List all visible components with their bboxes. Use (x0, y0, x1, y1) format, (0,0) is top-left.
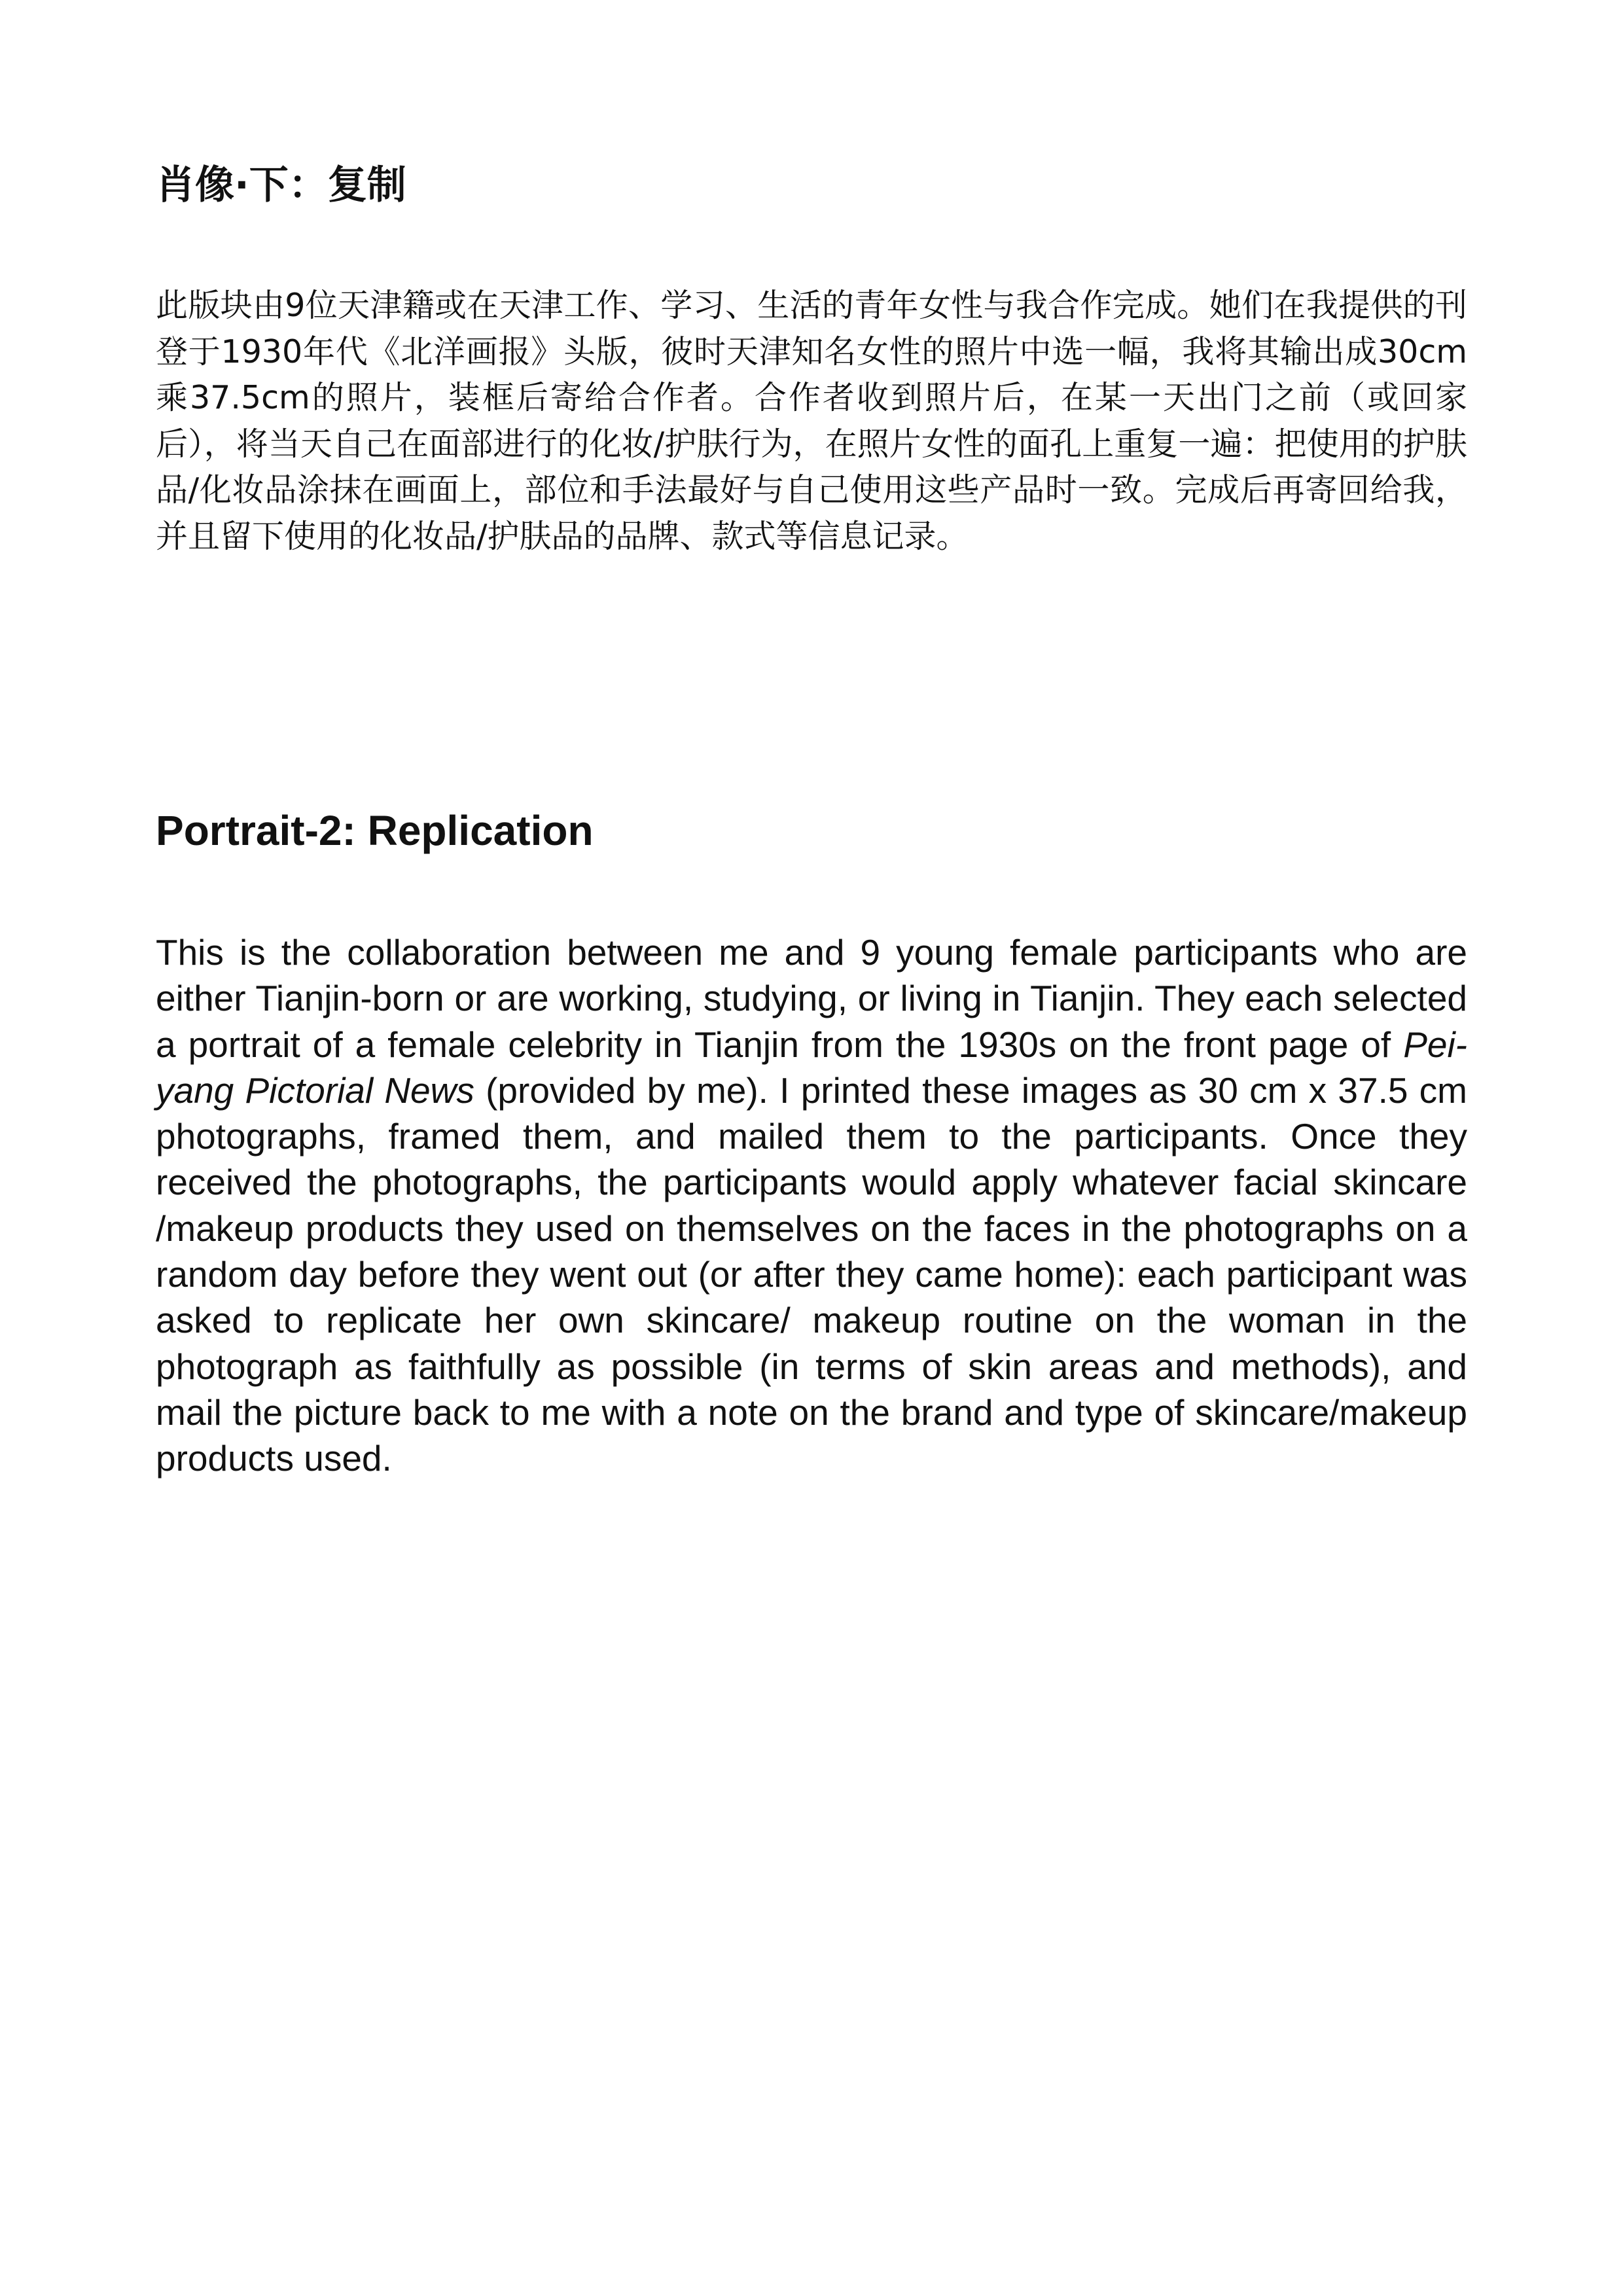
english-paragraph-text-part2: (provided by me). I printed these images as 30 cm x 37.5 cm photographs, framed them, and mailed them to the participants. Once they received the photographs, the participants would apply whatever facial skincare /makeup products they used on themselves on the faces in the photographs on a random day before they went out (or after they came home): each participant was asked to replicate her own skincare/ makeup routine on the woman in the photograph as faithfully as possible (in terms of skin areas and methods), and mail the picture back to me with a note on the brand and type of skincare/makeup products used. (156, 1069, 1467, 1479)
chinese-section-paragraph: 此版块由9位天津籍或在天津工作、学习、生活的青年女性与我合作完成。她们在我提供的刊登于1930年代《北洋画报》头版，彼时天津知名女性的照片中选一幅，我将其输出成30cm乘37.5cm的照片，装框后寄给合作者。合作者收到照片后，在某一天出门之前（或回家后），将当天自己在面部进行的化妆/护肤行为，在照片女性的面孔上重复一遍：把使用的护肤品/化妆品涂抹在画面上，部位和手法最好与自己使用这些产品时一致。完成后再寄回给我，并且留下使用的化妆品/护肤品的品牌、款式等信息记录。 (156, 287, 1467, 555)
english-section-paragraph (156, 929, 1467, 1482)
english-section-title: Portrait-2: Replication (156, 807, 594, 854)
publication-title: Pei-yang Pictorial News (156, 1024, 1467, 1111)
chinese-section-title: 肖像·下：复制 (156, 162, 406, 208)
english-paragraph-text-part1: This is the collaboration between me and 9 young female participants who are either Tianjin-born or are working, studying, or living in Tianjin. They each selected a portrait of a female celebrity in Tianjin from the 1930s on the front page of (156, 932, 1467, 1065)
